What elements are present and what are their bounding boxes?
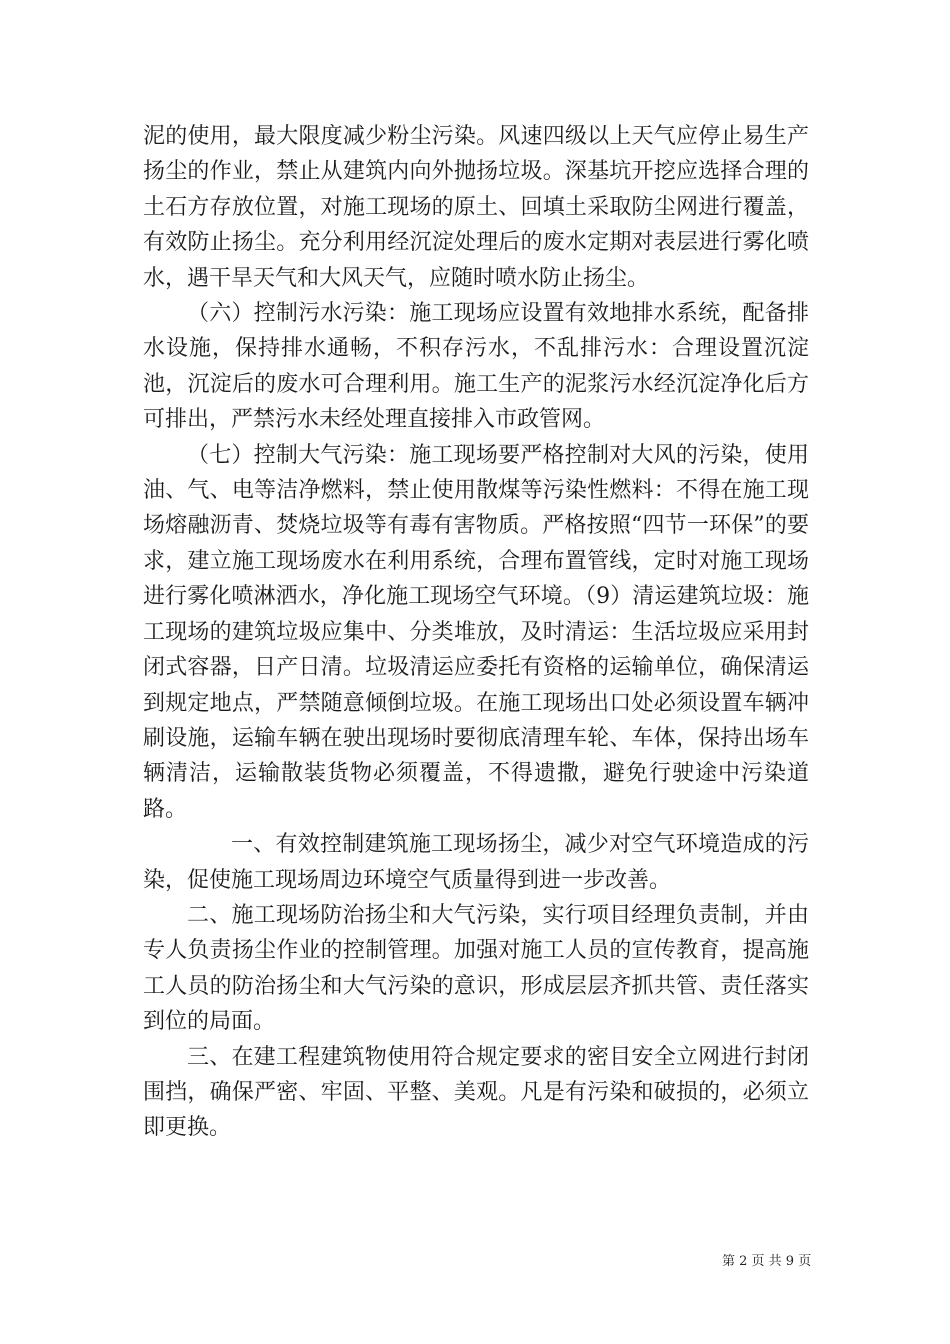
paragraph-dust-control-continued: 泥的使用，最大限度减少粉尘污染。风速四级以上天气应停止易生产扬尘的作业，禁止从建筑内向外抛扬垃圾。深基坑开挖应选择合理的土石方存放位置，对施工现场的原土、回填土采取防尘网进行覆盖，有效防止扬尘。充分利用经沉淀处理后的废水定期对表层进行雾化喷水，遇干旱天气和大风天气，应随时喷水防止扬尘。 xyxy=(143,124,809,291)
document-body xyxy=(143,119,809,1146)
paragraph-item-three: 三、在建工程建筑物使用符合规定要求的密目安全立网进行封闭围挡，确保严密、牢固、平整、美观。凡是有污染和破损的，必须立即更换。 xyxy=(143,1044,809,1141)
paragraph-sewage-control: （六）控制污水污染：施工现场应设置有效地排水系统，配备排水设施，保持排水通畅，不积存污水，不乱排污水：合理设置沉淀池，沉淀后的废水可合理利用。施工生产的泥浆污水经沉淀净化后方可排出，严禁污水未经处理直接排入市政管网。 xyxy=(143,301,809,433)
paragraph-item-one: 一、有效控制建筑施工现场扬尘，减少对空气环境造成的污染，促使施工现场周边环境空气质量得到进一步改善。 xyxy=(143,832,809,893)
paragraph-air-pollution-control: （七）控制大气污染：施工现场要严格控制对大风的污染，使用油、气、电等洁净燃料，禁止使用散煤等污染性燃料：不得在施工现场熔融沥青、焚烧垃圾等有毒有害物质。严格按照“四节一环保”的要求，建立施工现场废水在利用系统，合理布置管线，定时对施工现场进行雾化喷淋洒水，净化施工现场空气环境。（9）清运建筑垃圾：施工现场的建筑垃圾应集中、分类堆放，及时清运：生活垃圾应采用封闭式容器，日产日清。垃圾清运应委托有资格的运输单位，确保清运到规定地点，严禁随意倾倒垃圾。在施工现场出口处必须设置车辆冲刷设施，运输车辆在驶出现场时要彻底清理车轮、车体，保持出场车辆清洁，运输散装货物必须覆盖，不得遗撒，避免行驶途中污染道路。 xyxy=(143,442,809,822)
page-number-footer: 第 2 页 共 9 页 xyxy=(722,1254,812,1269)
paragraph-item-two: 二、施工现场防治扬尘和大气污染，实行项目经理负责制，并由专人负责扬尘作业的控制管理。加强对施工人员的宣传教育，提高施工人员的防治扬尘和大气污染的意识，形成层层齐抓共管、责任落实到位的局面。 xyxy=(143,902,809,1035)
